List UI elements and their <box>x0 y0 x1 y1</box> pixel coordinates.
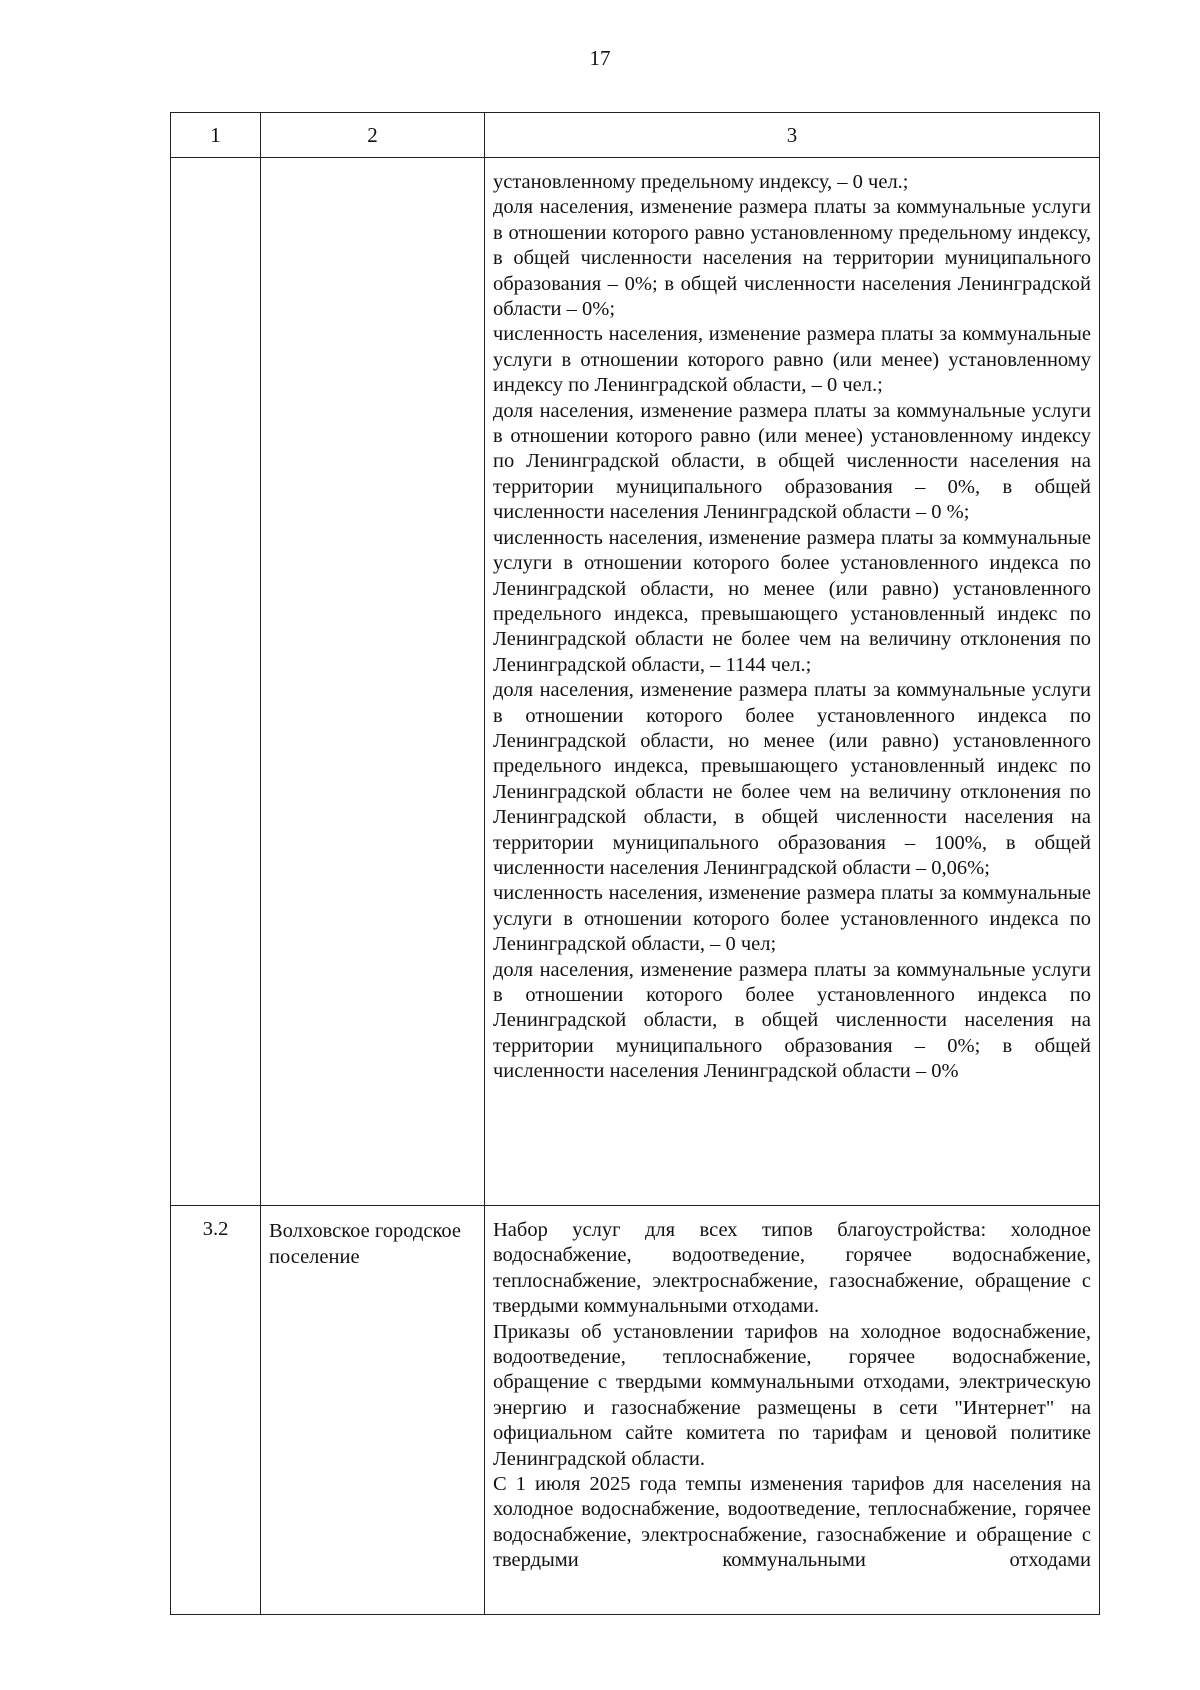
paragraph: установленному предельному индексу, – 0 чел.; <box>493 171 909 193</box>
paragraph: численность населения, изменение размера платы за коммунальные услуги в отношении которого более установленного индекса по Ленинградской области, – 0 чел; <box>493 882 1091 956</box>
description-cell <box>485 1206 1100 1615</box>
table-row <box>171 158 1100 1206</box>
tariff-table <box>170 112 1100 1615</box>
paragraph: доля населения, изменение размера платы за коммунальные услуги в отношении которого более установленного индекса по Ленинградской области, в общей численности населения на территории муниципального образования – 0%; в общей численности населения Ленинградской области – 0% <box>493 958 1091 1083</box>
paragraph: численность населения, изменение размера платы за коммунальные услуги в отношении которого более установленного индекса по Ленинградской области, но менее (или равно) установленного предельного индекса, превышающего установленный индекс по Ленинградской области не более чем на величину отклонения по Ленинградской области, – 1144 чел.; <box>493 526 1091 676</box>
settlement-name-cell: Волховское городское поселение <box>261 1206 485 1615</box>
header-cell-1: 1 <box>171 113 261 158</box>
description-cell <box>485 158 1100 1206</box>
paragraph: доля населения, изменение размера платы за коммунальные услуги в отношении которого более установленного индекса по Ленинградской области, но менее (или равно) установленного предельного индекса, превышающего установленный индекс по Ленинградской области не более чем на величину отклонения по Ленинградской области, в общей численности населения на территории муниципального образования – 100%, в общей численности населения Ленинградской области – 0,06%; <box>493 679 1091 879</box>
row-number-cell: 3.2 <box>171 1206 261 1615</box>
paragraph: численность населения, изменение размера платы за коммунальные услуги в отношении которого равно (или менее) установленному индексу по Ленинградской области, – 0 чел.; <box>493 323 1091 397</box>
paragraph: доля населения, изменение размера платы за коммунальные услуги в отношении которого равно установленному предельному индексу, в общей численности населения на территории муниципального образования – 0%; в общей численности населения Ленинградской области – 0%; <box>493 196 1091 321</box>
table-header-row <box>171 113 1100 158</box>
paragraph: Приказы об установлении тарифов на холодное водоснабжение, водоотведение, теплоснабжение, горячее водоснабжение, обращение с твердыми коммунальными отходами, электрическую энергию и газоснабжение размещены в сети "Интернет" на официальном сайте комитета по тарифам и ценовой политике Ленинградской области. <box>493 1320 1091 1470</box>
settlement-name-cell <box>261 158 485 1206</box>
page-number: 17 <box>589 46 611 70</box>
paragraph: доля населения, изменение размера платы за коммунальные услуги в отношении которого равно (или менее) установленному индексу по Ленинградской области, в общей численности населения на территории муниципального образования – 0%, в общей численности населения Ленинградской области – 0 %; <box>493 399 1091 524</box>
header-cell-3: 3 <box>485 113 1100 158</box>
header-cell-2: 2 <box>261 113 485 158</box>
paragraph: С 1 июля 2025 года темпы изменения тарифов для населения на холодное водоснабжение, водоотведение, теплоснабжение, горячее водоснабжение, электроснабжение, газоснабжение и обращение с твердыми коммунальными отходами <box>493 1473 1091 1572</box>
row-number-cell <box>171 158 261 1206</box>
table-row <box>171 1206 1100 1615</box>
paragraph: Набор услуг для всех типов благоустройства: холодное водоснабжение, водоотведение, горячее водоснабжение, теплоснабжение, электроснабжение, газоснабжение, обращение с твердыми коммунальными отходами. <box>493 1219 1091 1318</box>
